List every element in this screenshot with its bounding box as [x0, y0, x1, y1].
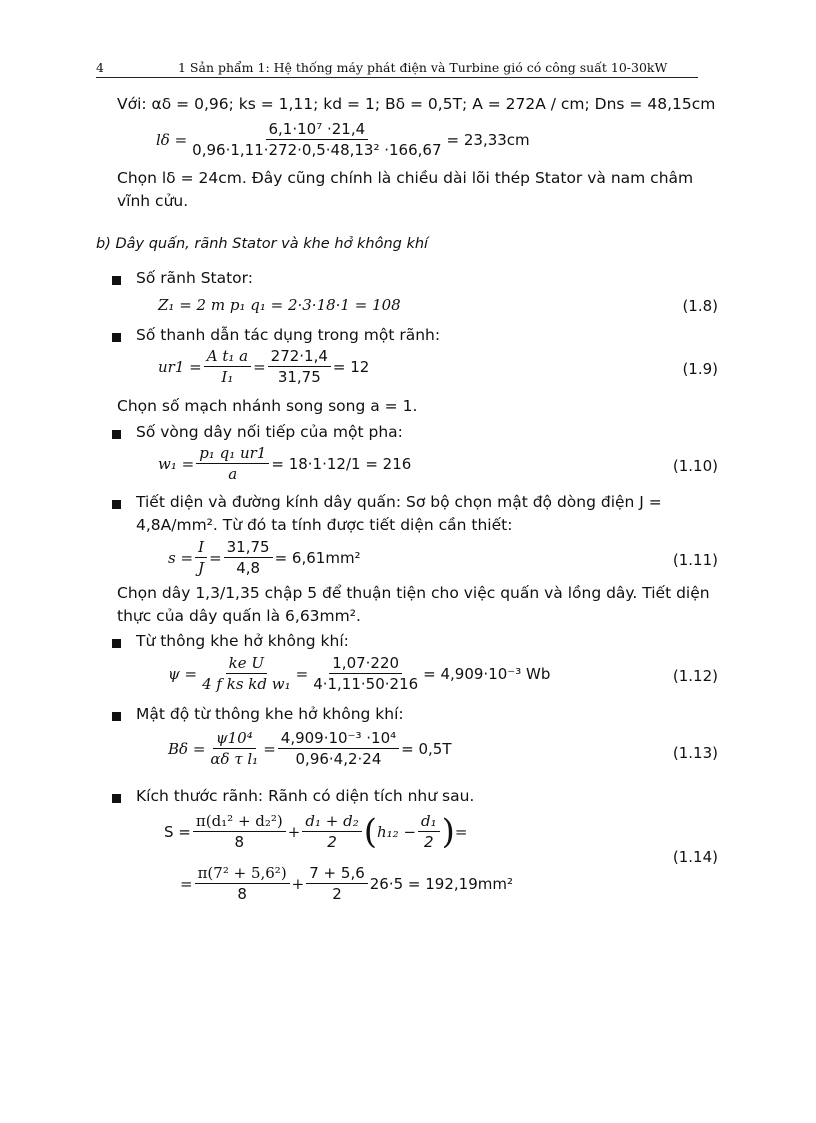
length-numerator: 6,1·10⁷ ·21,4	[266, 120, 369, 140]
equation-number: (1.14)	[672, 848, 718, 866]
section-heading-b: b) Dây quấn, rãnh Stator và khe hở không khí	[96, 236, 429, 252]
fraction-denominator: 4 f ks kd w₁	[202, 675, 291, 693]
fraction-denominator: 4,8	[236, 559, 261, 577]
bullet	[112, 500, 121, 509]
bullet	[112, 712, 121, 721]
header-rule	[96, 77, 698, 78]
slots-title: Số rãnh Stator:	[136, 269, 253, 287]
conductors-fraction-symbolic	[204, 347, 251, 386]
wire-lhs: s =	[168, 548, 194, 567]
slot-area-result: 26·5 = 192,19mm²	[369, 874, 513, 893]
density-lhs: Bδ =	[168, 739, 206, 758]
slot-area-lhs: S =	[164, 822, 191, 841]
wire-note-1: Chọn dây 1,3/1,35 chập 5 để thuận tiện cho việc quấn và lồng dây. Tiết diện	[117, 584, 710, 602]
length-fraction	[189, 120, 444, 159]
bullet	[112, 794, 121, 803]
fraction-numerator: 4,909·10⁻³ ·10⁴	[278, 729, 399, 749]
slot-area-fraction-c	[418, 812, 440, 851]
fraction-denominator: 2	[424, 833, 434, 851]
fraction-denominator: αδ τ l₁	[210, 750, 259, 768]
slot-area-fraction-b-numeric	[306, 864, 368, 903]
density-title: Mật độ từ thông khe hở không khí:	[136, 705, 404, 723]
equals-sign: =	[180, 874, 193, 893]
turns-fraction	[196, 444, 269, 483]
fraction-numerator: ke U	[226, 654, 267, 674]
fraction-denominator: 2	[327, 833, 337, 851]
wire-note-2: thực của dây quấn là 6,63mm².	[117, 607, 361, 625]
equation-number: (1.10)	[672, 457, 718, 475]
flux-result: = 4,909·10⁻³ Wb	[423, 664, 551, 683]
equals-sign: =	[454, 822, 468, 841]
conductors-title: Số thanh dẫn tác dụng trong một rãnh:	[136, 326, 441, 344]
equation-number: (1.12)	[672, 667, 718, 685]
density-fraction-numeric	[278, 729, 399, 768]
fraction-numerator: π(7² + 5,6²)	[195, 864, 290, 884]
fraction-denominator: 8	[234, 833, 245, 851]
density-fraction-symbolic	[207, 729, 261, 768]
page-header	[96, 60, 698, 78]
conductors-note: Chọn số mạch nhánh song song a = 1.	[117, 397, 418, 415]
length-equation	[156, 120, 530, 159]
fraction-numerator: d₁	[418, 812, 440, 832]
fraction-numerator: ψ10⁴	[213, 729, 256, 749]
bullet	[112, 276, 121, 285]
turns-lhs: w₁ =	[158, 454, 195, 473]
density-result: = 0,5T	[401, 739, 452, 758]
choice-line-2: vĩnh cửu.	[117, 192, 189, 210]
fraction-numerator: 31,75	[224, 538, 273, 558]
fraction-numerator: d₁ + d₂	[302, 812, 361, 832]
turns-result: = 18·1·12/1 = 216	[271, 454, 412, 473]
flux-title: Từ thông khe hở không khí:	[136, 632, 349, 650]
wire-equation: s = $\frac{I}{J}$ = $\frac{31,75}{4,8}$ = 6,61mm²	[168, 538, 361, 577]
flux-lhs: ψ =	[168, 664, 198, 683]
length-denominator: 0,96·1,11·272·0,5·48,13² ·166,67	[192, 141, 442, 159]
flux-fraction-symbolic	[199, 654, 294, 693]
fraction-numerator: 1,07·220	[329, 654, 402, 674]
density-equation: Bδ = $\frac{\text{ψ10⁴}}{\text{αδ τ l₁}}$ = $\frac{\text{4,909·10⁻³ ·10⁴}}{0,96\cdot 4,2\cdot 24}$ = 0,5T	[168, 729, 452, 768]
wire-line-2: 4,8A/mm². Từ đó ta tính được tiết diện cần thiết:	[136, 516, 513, 534]
slot-area-height-term: h₁₂ −	[376, 822, 417, 841]
bullet	[112, 639, 121, 648]
fraction-numerator: 272·1,4	[268, 347, 331, 367]
fraction-numerator: π(d₁² + d₂²)	[193, 812, 286, 832]
fraction-denominator: a	[228, 465, 238, 483]
fraction-denominator: 0,96·4,2·24	[295, 750, 382, 768]
wire-result: = 6,61mm²	[274, 548, 361, 567]
equation-number: (1.8)	[682, 297, 718, 315]
fraction-denominator: I₁	[221, 368, 234, 386]
fraction-denominator: 8	[237, 885, 247, 903]
flux-equation: ψ = $\frac{\text{ke U}}{\text{4 f ks kd w₁}}$ = $\frac{1,07\cdot 220}{4\cdot 1,11\cdot 50\cdot 216}$ = 4,909·10⁻³ Wb	[168, 654, 551, 693]
wire-fraction-numeric	[224, 538, 273, 577]
flux-fraction-numeric	[310, 654, 421, 693]
wire-fraction-symbolic	[195, 538, 207, 577]
fraction-numerator: I	[195, 538, 207, 558]
slot-size-title: Kích thước rãnh: Rãnh có diện tích như sau.	[136, 787, 475, 805]
turns-title: Số vòng dây nối tiếp của một pha:	[136, 423, 403, 441]
slot-area-fraction-a	[193, 812, 286, 851]
fraction-denominator: 31,75	[277, 368, 321, 386]
choice-line-1: Chọn lδ = 24cm. Đây cũng chính là chiều dài lõi thép Stator và nam châm	[117, 169, 694, 187]
slot-area-equation-2: = $\frac{\text{π(7² + 5,6²)}}{8}$ + $\frac{7 + 5,6}{2}$ 26·5 = 192,19mm²	[180, 864, 513, 903]
conductors-lhs: ur1 =	[158, 357, 202, 376]
conductors-equation: ur1 = $\frac{\text{A t₁ a}}{\text{I₁}}$ = $\frac{272\cdot 1,4}{31,75}$ = 12	[158, 347, 370, 386]
fraction-numerator: 7 + 5,6	[306, 864, 368, 884]
turns-equation	[158, 444, 411, 483]
equation-number: (1.11)	[672, 551, 718, 569]
parameters-line: Với: αδ = 0,96; ks = 1,11; kd = 1; Bδ = 0,5T; A = 272A / cm; Dns = 48,15cm	[117, 95, 716, 113]
fraction-denominator: 4·1,11·50·216	[313, 675, 419, 693]
page-number: 4	[96, 60, 104, 75]
slot-area-equation-1: S = $\frac{\text{π(d₁² + d₂²)}}{8}$ + $\frac{\text{d₁ + d₂}}{2}$ ( h₁₂ − $\frac{\text{d₁}}{2}$ ) =	[164, 811, 468, 852]
bullet	[112, 430, 121, 439]
equation-number: (1.13)	[672, 744, 718, 762]
equation-number: (1.9)	[682, 360, 718, 378]
length-result: = 23,33cm	[446, 130, 530, 149]
fraction-numerator: p₁ q₁ ur1	[196, 444, 269, 464]
slot-area-fraction-b	[302, 812, 361, 851]
fraction-denominator: J	[198, 559, 205, 577]
bullet	[112, 333, 121, 342]
running-title: 1 Sản phẩm 1: Hệ thống máy phát điện và Turbine gió có công suất 10-30kW	[178, 60, 668, 75]
fraction-denominator: 2	[332, 885, 342, 903]
slot-area-fraction-a-numeric	[195, 864, 290, 903]
wire-line-1: Tiết diện và đường kính dây quấn: Sơ bộ chọn mật độ dòng điện J =	[136, 493, 662, 511]
slots-equation: Z₁ = 2 m p₁ q₁ = 2·3·18·1 = 108	[158, 296, 401, 314]
conductors-fraction-numeric	[268, 347, 331, 386]
fraction-numerator: A t₁ a	[204, 347, 251, 367]
length-lhs: lδ =	[156, 130, 188, 149]
conductors-result: = 12	[332, 357, 370, 376]
